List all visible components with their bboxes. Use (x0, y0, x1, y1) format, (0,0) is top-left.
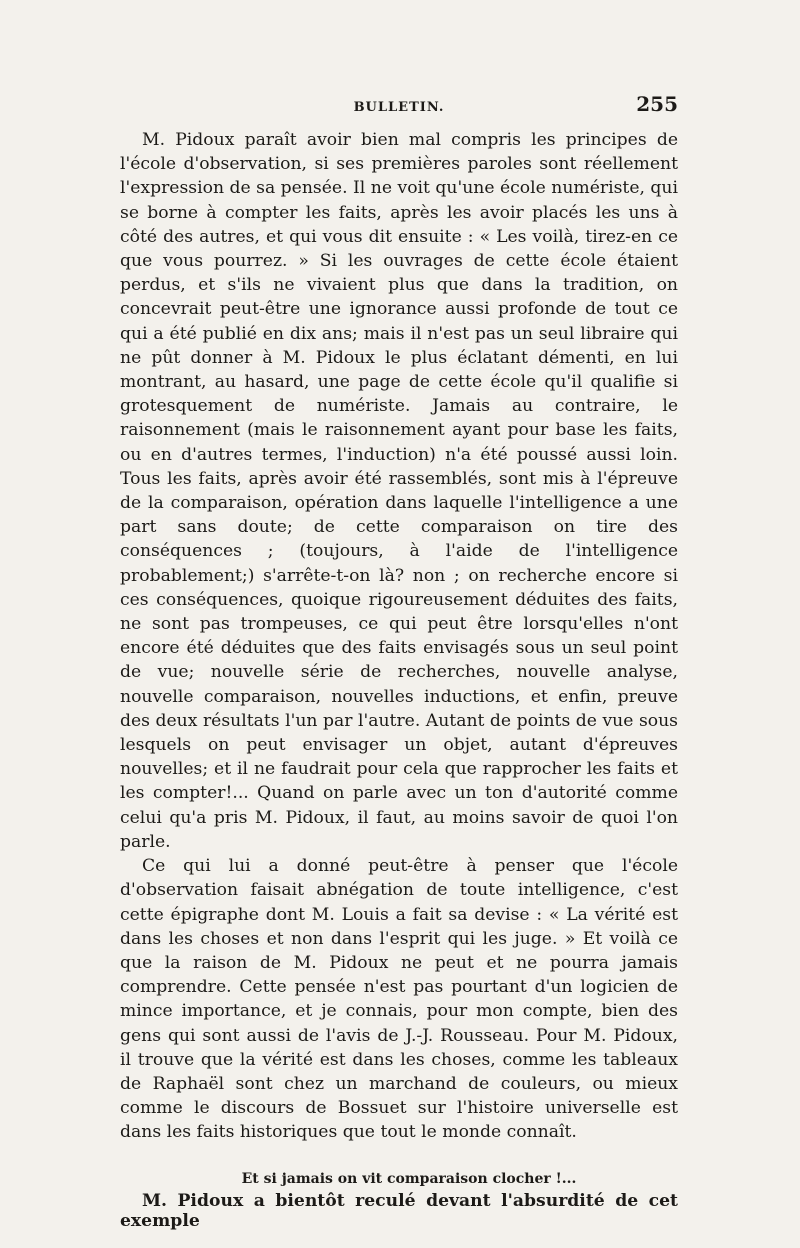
book-page (120, 92, 678, 1248)
page-number: 255 (636, 92, 678, 116)
running-head (120, 92, 678, 122)
epigraph-line: Et si jamais on vit comparaison clocher !... (241, 1170, 577, 1187)
running-title: BULLETIN. (353, 100, 445, 115)
body-text (120, 128, 678, 1145)
section-gap (120, 1145, 678, 1171)
paragraph: Ce qui lui a donné peut-être à penser que l'école d'observation faisait abnégation de toute intelligence, c'est cette épigraphe dont M. Louis a fait sa devise : « La vérité est dans les choses et non dans l'esprit qui les juge. » Et voilà ce que la raison de M. Pidoux ne peut et ne pourra jamais comprendre. Cette pensée n'est pas pourtant d'un logicien de mince importance, et je connais, pour mon compte, bien des gens qui sont aussi de l'avis de J.-J. Rousseau. Pour M. Pidoux, il trouve que la vérité est dans les choses, comme les tableaux de Raphaël sont chez un marchand de couleurs, ou mieux comme le discours de Bossuet sur l'histoire universelle est dans les faits historiques que tout le monde connaît. (120, 856, 678, 1143)
paragraph: M. Pidoux paraît avoir bien mal compris les principes de l'école d'observation, si ses premières paroles sont réellement l'expression de sa pensée. Il ne voit qu'une école numériste, qui se borne à compter les faits, après les avoir placés les uns à côté des autres, et qui vous dit ensuite : « Les voilà, tirez-en ce que vous pourrez. » Si les ouvrages de cette école étaient perdus, et s'ils ne vivaient plus que dans la tradition, on concevrait peut-être une ignorance aussi profonde de tout ce qui a été publié en dix ans; mais il n'est pas un seul libraire qui ne pût donner à M. Pidoux le plus éclatant démenti, en lui montrant, au hasard, une page de cette école qu'il qualifie si grotesquement de numériste. Jamais au contraire, le raisonnement (mais le raisonnement ayant pour base les faits, ou en d'autres termes, l'induction) n'a été poussé aussi loin. Tous les faits, après avoir été rassemblés, sont mis à l'épreuve de la comparaison, opération dans laquelle l'intelligence a une part sans doute; de cette comparaison on tire des conséquences ; (toujours, à l'aide de l'intelligence probablement;) s'arrête-t-on là? non ; on recherche encore si ces conséquences, quoique rigoureusement déduites des faits, ne sont pas trompeuses, ce qui peut être lorsqu'elles n'ont encore été déduites que des faits envisagés sous un seul point de vue; nouvelle série de recherches, nouvelle analyse, nouvelle comparaison, nouvelles inductions, et enfin, preuve des deux résultats l'un par l'autre. Autant de points de vue sous lesquels on peut envisager un objet, autant d'épreuves nouvelles; et il ne faudrait pour cela que rapprocher les faits et les compter!... Quand on parle avec un ton d'autorité comme celui qu'a pris M. Pidoux, il faut, au moins savoir de quoi l'on parle. (120, 130, 678, 852)
closing-line: M. Pidoux a bientôt reculé devant l'absurdité de cet exemple (120, 1190, 678, 1231)
